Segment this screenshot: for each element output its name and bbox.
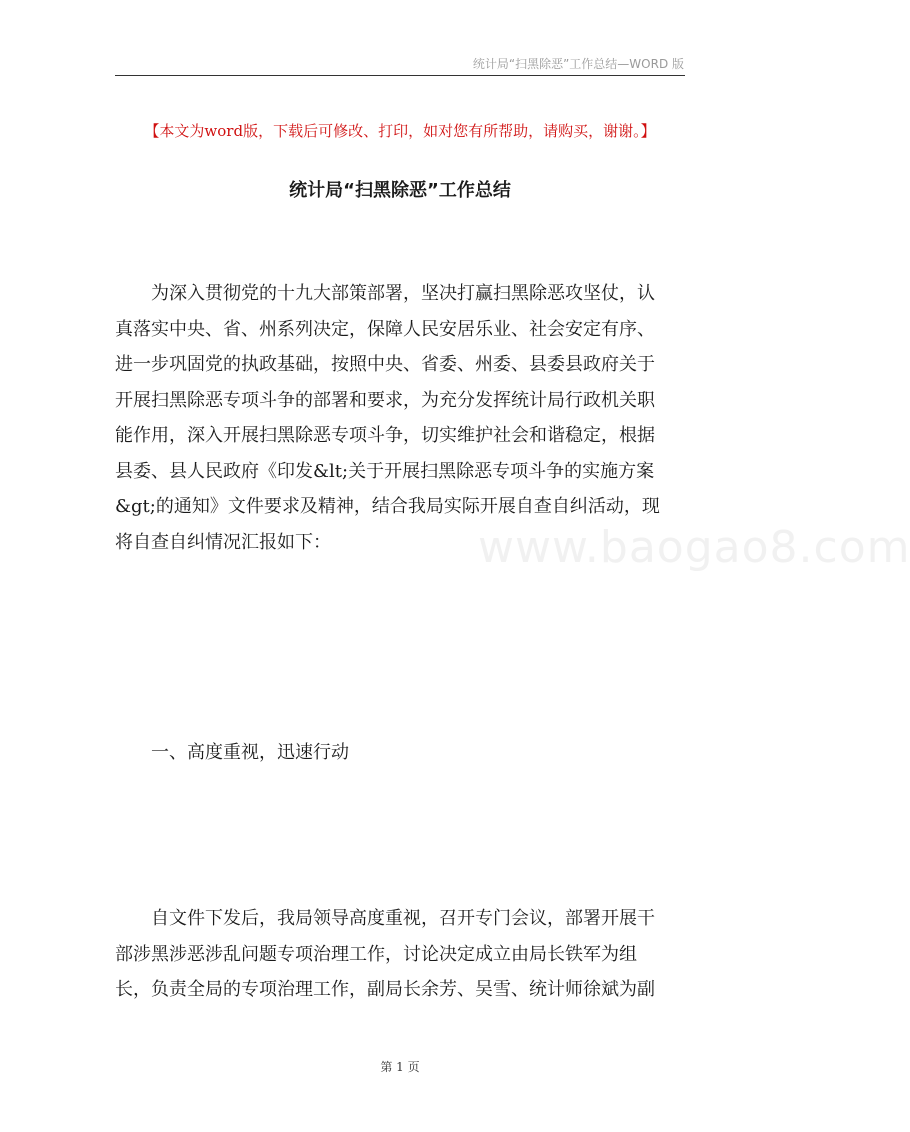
paragraph-line: 为深入贯彻党的十九大部策部署，坚决打赢扫黑除恶攻坚仗，认 bbox=[151, 283, 655, 304]
paragraph-section-1 bbox=[115, 901, 685, 1008]
paragraph-line: 自文件下发后，我局领导高度重视，召开专门会议，部署开展干 bbox=[151, 908, 655, 929]
running-header: 统计局“扫黑除恶”工作总结—WORD 版 bbox=[472, 57, 684, 71]
document-title: 统计局“扫黑除恶”工作总结 bbox=[289, 180, 511, 201]
paragraph-line: 县委、县人民政府《印发&lt;关于开展扫黑除恶专项斗争的实施方案 bbox=[115, 460, 655, 482]
paragraph-line: 将自查自纠情况汇报如下： bbox=[115, 531, 331, 553]
watermark: www.baogao8.com bbox=[478, 522, 910, 573]
paragraph-line: 长，负责全局的专项治理工作，副局长余芳、吴雪、统计师徐斌为副 bbox=[115, 979, 655, 1000]
header-divider bbox=[115, 75, 685, 76]
section-heading bbox=[115, 735, 685, 771]
paragraph-intro bbox=[115, 276, 685, 560]
paragraph-line: 真落实中央、省、州系列决定，保障人民安居乐业、社会安定有序、 bbox=[115, 318, 655, 340]
section-heading-text: 一、高度重视，迅速行动 bbox=[151, 742, 349, 763]
page-number: 第 1 页 bbox=[380, 1060, 420, 1074]
purchase-notice: 【本文为word版，下载后可修改、打印，如对您有所帮助，请购买，谢谢。】 bbox=[144, 122, 656, 140]
paragraph-line: &gt;的通知》文件要求及精神，结合我局实际开展自查自纠活动，现 bbox=[115, 496, 660, 517]
paragraph-line: 开展扫黑除恶专项斗争的部署和要求，为充分发挥统计局行政机关职 bbox=[115, 389, 655, 411]
paragraph-line: 部涉黑涉恶涉乱问题专项治理工作，讨论决定成立由局长铁军为组 bbox=[115, 943, 637, 965]
paragraph-line: 进一步巩固党的执政基础，按照中央、省委、州委、县委县政府关于 bbox=[115, 354, 655, 375]
paragraph-line: 能作用，深入开展扫黑除恶专项斗争，切实维护社会和谐稳定，根据 bbox=[115, 425, 655, 446]
